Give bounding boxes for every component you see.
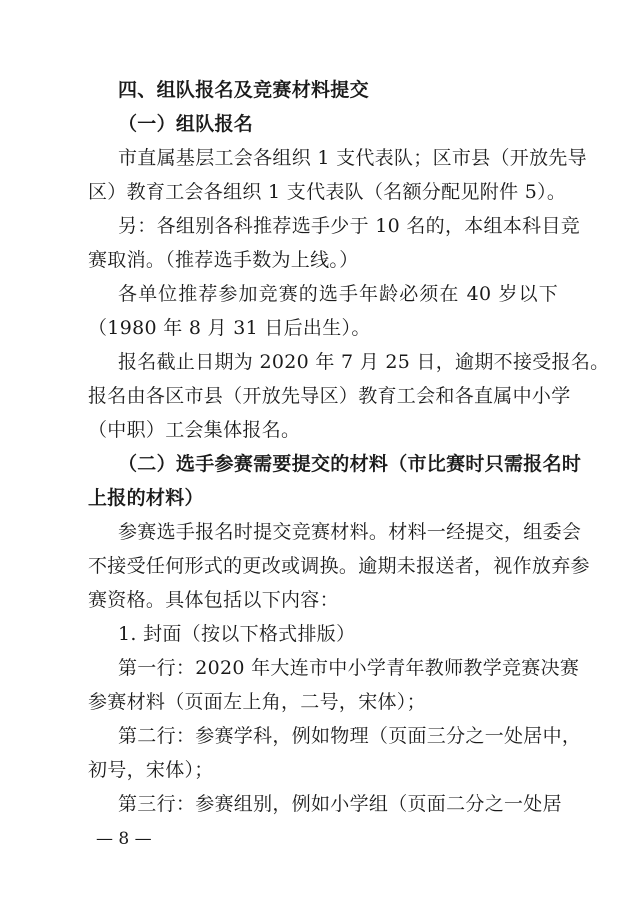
paragraph-line: 初号，宋体）； <box>88 759 214 781</box>
page-number: — 8 — <box>96 829 152 849</box>
paragraph-line: 报名截止日期为 2020 年 7 月 25 日，逾期不接受报名。 <box>118 351 610 373</box>
paragraph-line: 报名由各区市县（开放先导区）教育工会和各直属中小学 <box>88 385 571 407</box>
paragraph-line: 不接受任何形式的更改或调换。逾期未报送者，视作放弃参 <box>88 555 590 577</box>
subsection-heading-registration: （一）组队报名 <box>118 113 254 135</box>
paragraph-line: 赛取消。（推荐选手数为上线。） <box>88 249 359 271</box>
paragraph-line: 第二行：参赛学科，例如物理（页面三分之一处居中， <box>118 725 582 747</box>
paragraph-line: 第一行：2020 年大连市中小学青年教师教学竞赛决赛 <box>118 657 580 679</box>
paragraph-line: 各单位推荐参加竞赛的选手年龄必须在 40 岁以下 <box>118 283 558 305</box>
paragraph-line: 区）教育工会各组织 1 支代表队（名额分配见附件 5）。 <box>88 181 567 203</box>
section-heading: 四、组队报名及竞赛材料提交 <box>118 79 369 101</box>
paragraph-line: 市直属基层工会各组织 1 支代表队；区市县（开放先导 <box>118 147 587 169</box>
paragraph-line: （1980 年 8 月 31 日后出生）。 <box>88 317 371 339</box>
subsection-heading-materials-cont: 上报的材料） <box>88 487 204 509</box>
paragraph-line: 赛资格。具体包括以下内容： <box>88 589 339 611</box>
paragraph-line: 另：各组别各科推荐选手少于 10 名的，本组本科目竞 <box>118 215 581 237</box>
paragraph-line: （中职）工会集体报名。 <box>88 419 301 441</box>
paragraph-line: 参赛选手报名时提交竞赛材料。材料一经提交，组委会 <box>118 521 582 543</box>
subsection-heading-materials: （二）选手参赛需要提交的材料（市比赛时只需报名时 <box>118 453 582 475</box>
paragraph-line: 第三行：参赛组别，例如小学组（页面二分之一处居 <box>118 793 562 815</box>
paragraph-line: 参赛材料（页面左上角，二号，宋体）； <box>88 691 426 713</box>
list-item-cover: 1. 封面（按以下格式排版） <box>118 623 356 645</box>
